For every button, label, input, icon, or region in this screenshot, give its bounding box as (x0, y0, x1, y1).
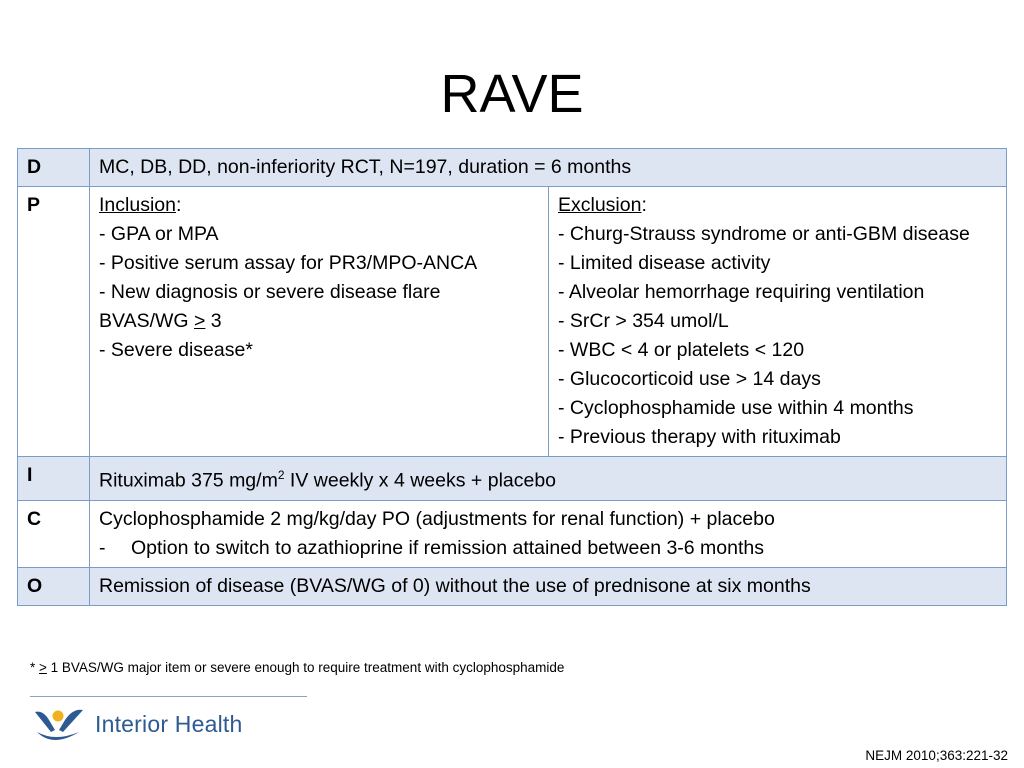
intervention-superscript: 2 (277, 468, 285, 482)
footnote-operator: > (39, 660, 47, 675)
comparator-dash: - (99, 536, 106, 559)
inclusion-item: - New diagnosis or severe disease flare (99, 281, 441, 303)
exclusion-item: - WBC < 4 or platelets < 120 (558, 339, 805, 361)
table-row-i (18, 457, 1007, 501)
exclusion-item: - Churg-Strauss syndrome or anti-GBM disease (558, 223, 970, 245)
table-row-c (18, 500, 1007, 567)
bvas-suffix: 3 (205, 310, 222, 332)
inclusion-bvas-line (99, 307, 539, 336)
table-row-p (18, 187, 1007, 457)
exclusion-heading: Exclusion (558, 194, 642, 216)
comparator-text: Cyclophosphamide 2 mg/kg/day PO (adjustments for renal function) + placebo (99, 507, 775, 530)
logo-divider (30, 696, 307, 697)
footnote (30, 659, 564, 677)
exclusion-item: - Previous therapy with rituximab (558, 426, 841, 448)
exclusion-item: - Glucocorticoid use > 14 days (558, 368, 821, 390)
comparator-cell (90, 500, 1007, 567)
inclusion-item: - GPA or MPA (99, 223, 219, 245)
slide-title: RAVE (440, 64, 584, 124)
outcome-cell: Remission of disease (BVAS/WG of 0) without the use of prednisone at six months (90, 567, 1007, 605)
row-key-i: I (18, 457, 90, 501)
design-cell: MC, DB, DD, non-inferiority RCT, N=197, duration = 6 months (90, 149, 1007, 187)
exclusion-item: - Limited disease activity (558, 252, 771, 274)
footnote-text: 1 BVAS/WG major item or severe enough to require treatment with cyclophosphamide (46, 660, 565, 675)
inclusion-item: - Positive serum assay for PR3/MPO-ANCA (99, 252, 478, 274)
table-row-o (18, 567, 1007, 605)
row-key-o: O (18, 567, 90, 605)
bvas-prefix: BVAS/WG (99, 310, 194, 332)
inclusion-colon: : (175, 194, 182, 216)
intervention-text-after: IV weekly x 4 weeks + placebo (284, 469, 557, 492)
interior-health-logo-icon (33, 702, 85, 746)
exclusion-item: - SrCr > 354 umol/L (558, 310, 729, 332)
inclusion-cell (90, 187, 549, 457)
footnote-star: * (30, 660, 40, 675)
exclusion-heading-line (558, 191, 997, 220)
pico-table (17, 148, 1007, 606)
exclusion-cell (549, 187, 1007, 457)
comparator-subitem-text: Option to switch to azathioprine if remission attained between 3-6 months (131, 536, 765, 559)
citation: NEJM 2010;363:221-32 (865, 748, 1008, 763)
inclusion-heading: Inclusion (99, 194, 176, 216)
logo-text: Interior Health (95, 710, 243, 737)
bvas-operator: > (194, 310, 206, 332)
table-row-d (18, 149, 1007, 187)
row-key-d: D (18, 149, 90, 187)
inclusion-item: - Severe disease* (99, 339, 253, 361)
intervention-cell (90, 457, 1007, 501)
exclusion-item: - Cyclophosphamide use within 4 months (558, 397, 914, 419)
exclusion-colon: : (641, 194, 647, 216)
exclusion-item: - Alveolar hemorrhage requiring ventilation (558, 281, 925, 303)
row-key-p: P (18, 187, 90, 457)
interior-health-logo (33, 702, 242, 746)
intervention-text: Rituximab 375 mg/m (99, 469, 278, 492)
row-key-c: C (18, 500, 90, 567)
comparator-subitem (99, 534, 997, 563)
inclusion-heading-line (99, 191, 539, 220)
